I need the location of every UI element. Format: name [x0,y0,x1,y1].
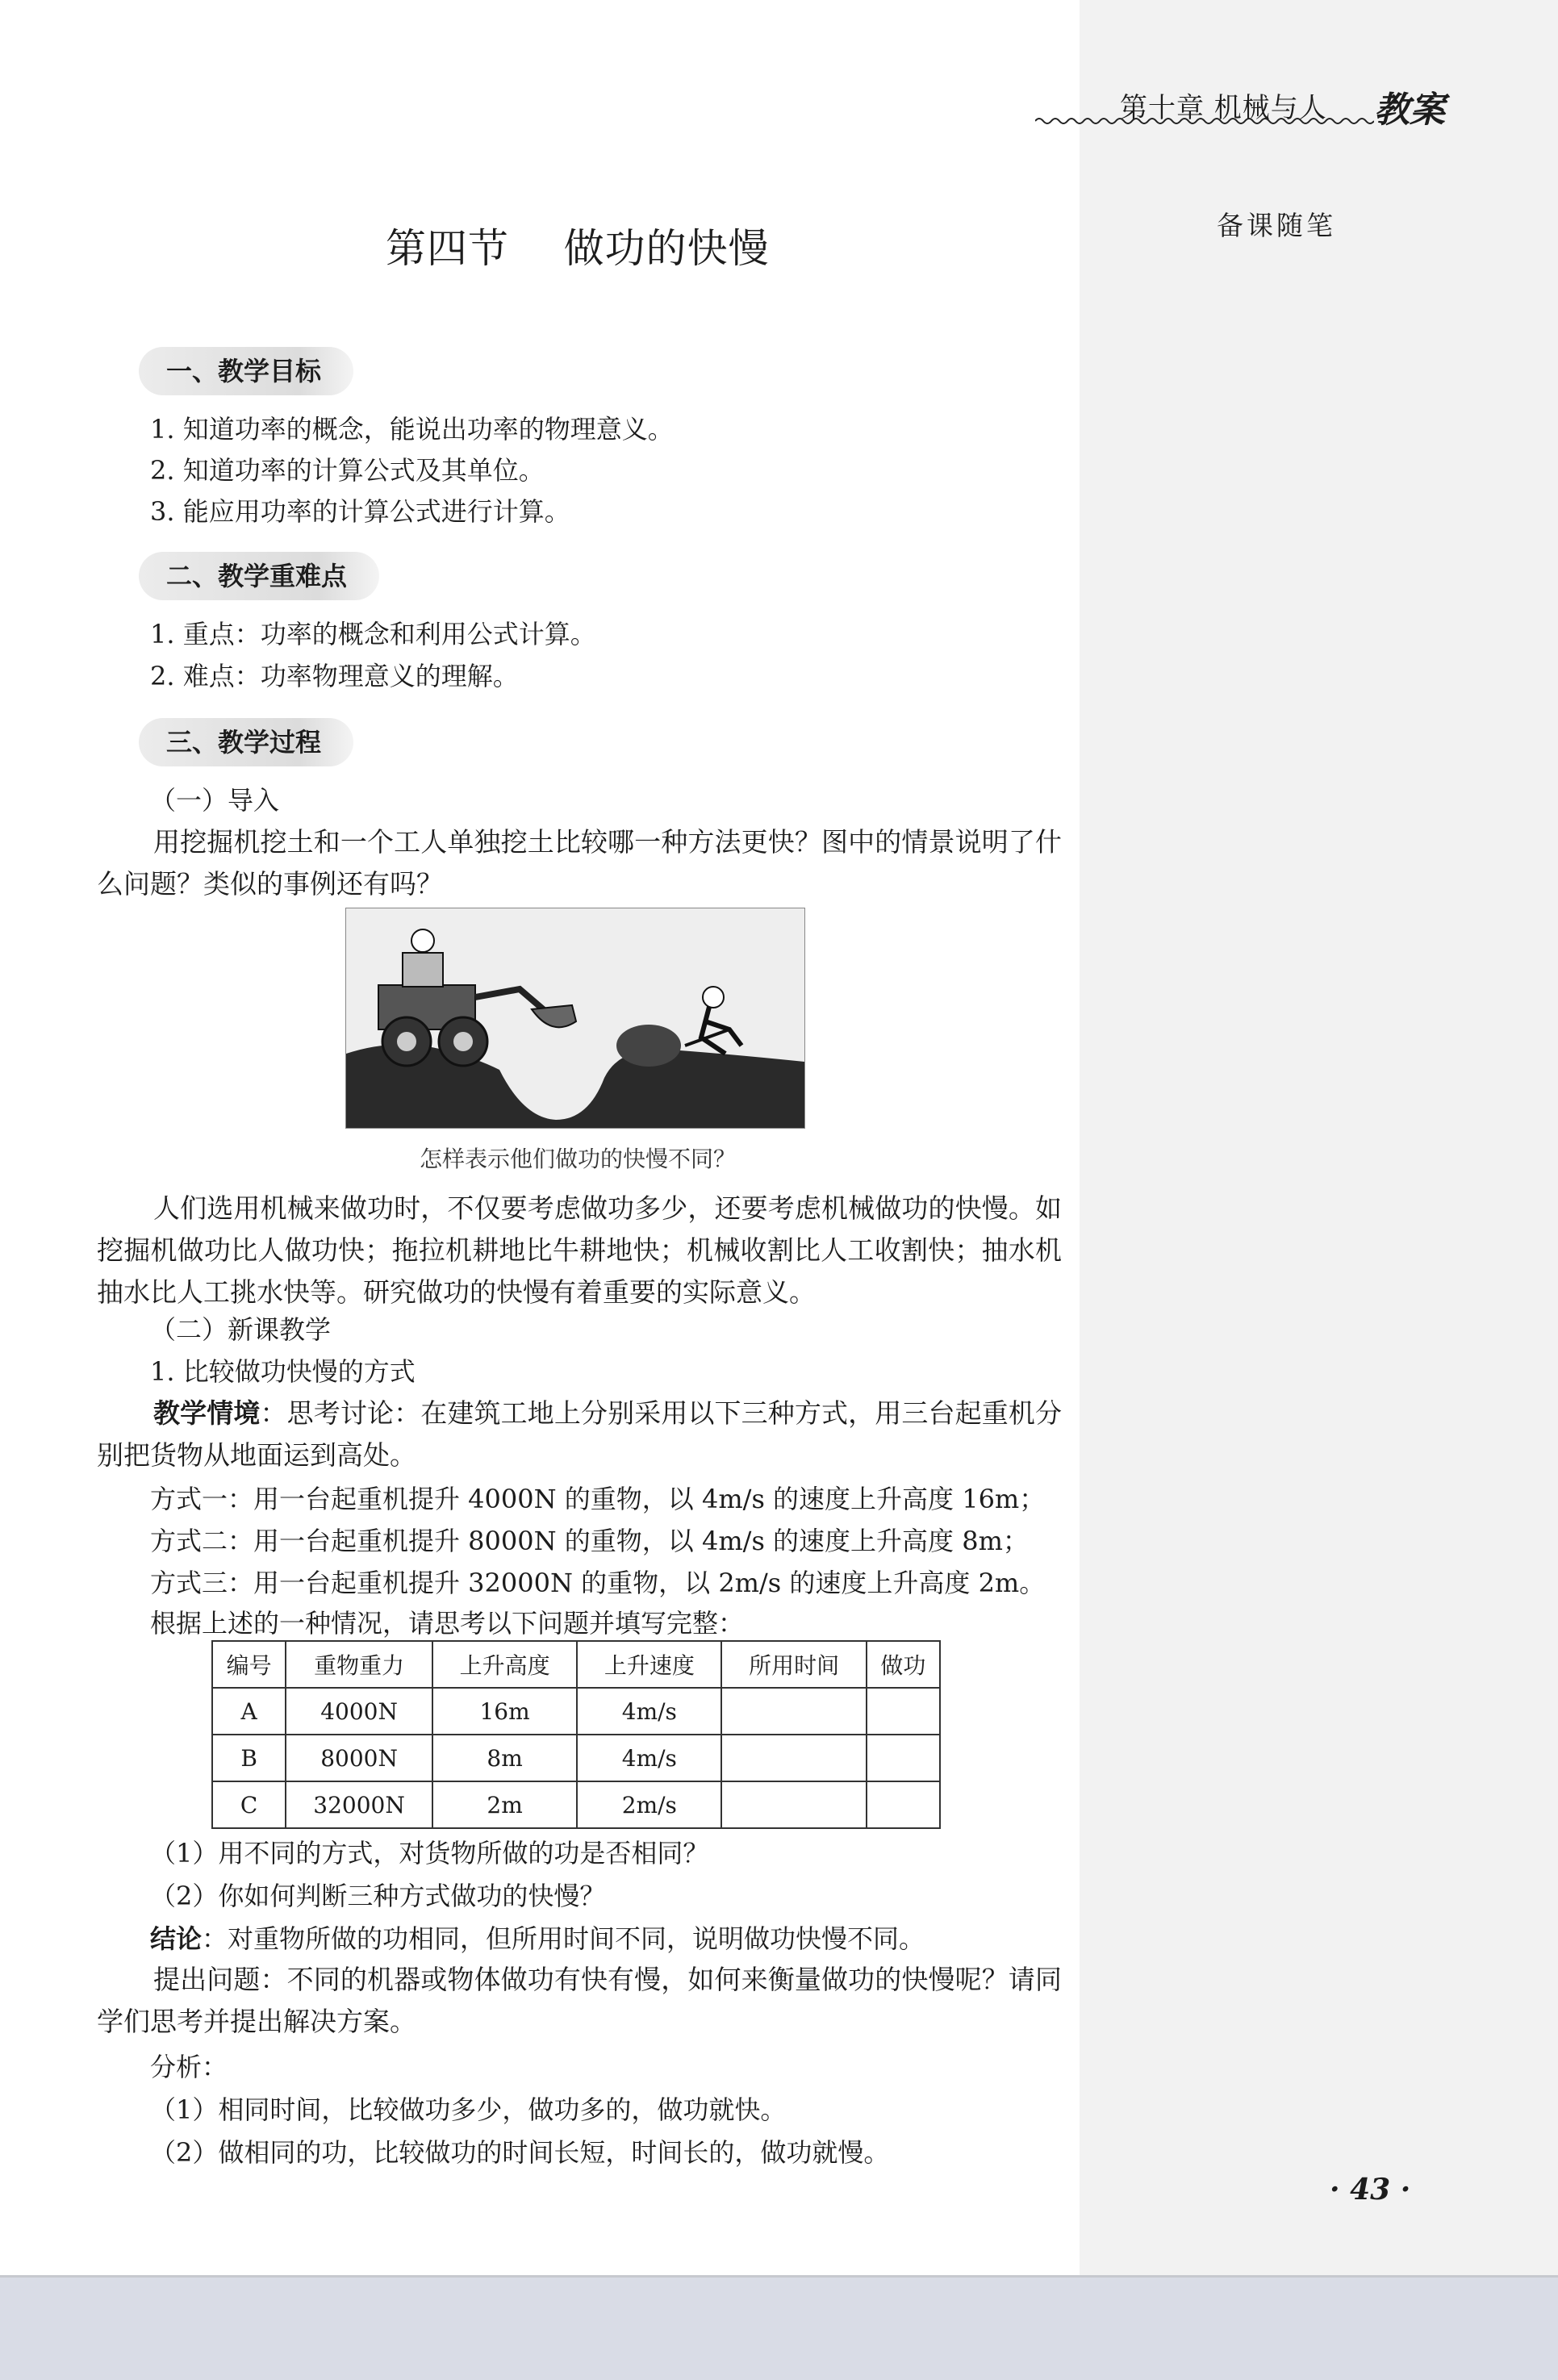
table-header-cell: 重物重力 [286,1641,432,1688]
table-header-cell: 做功 [867,1641,940,1688]
way-three: 方式三：用一台起重机提升 32000N 的重物，以 2m/s 的速度上升高度 2m。 [150,1568,1046,1598]
table-header-cell: 上升速度 [577,1641,721,1688]
table-cell [867,1735,940,1781]
table-row [212,1688,940,1735]
goal-item: 2. 知道功率的计算公式及其单位。 [150,455,545,486]
section-heading-process: 三、教学过程 [139,718,353,766]
figure-caption: 怎样表示他们做功的快慢不同？ [420,1146,737,1172]
table-cell: B [212,1735,286,1781]
section-heading-key-points: 二、教学重难点 [139,552,379,600]
page-number: · 43 · [1330,2173,1411,2207]
table-cell: 32000N [286,1781,432,1828]
table-header-row [212,1641,940,1688]
table-cell: 4m/s [577,1688,721,1735]
analysis-point: （1）相同时间，比较做功多少，做功多的，做功就快。 [150,2094,787,2125]
brand-label: 教案 [1374,90,1445,131]
conclusion-line [150,1923,925,1955]
way-one: 方式一：用一台起重机提升 4000N 的重物，以 4m/s 的速度上升高度 16m； [150,1484,1046,1514]
notes-margin [1080,0,1558,2275]
conclusion-lead: 结论 [150,1923,203,1954]
section-heading-goals: 一、教学目标 [139,347,353,395]
new-lesson-label: （二）新课教学 [150,1314,332,1345]
excavator-vs-worker-illustration [345,908,805,1129]
key-point-item: 2. 难点：功率物理意义的理解。 [150,661,519,691]
table-cell: A [212,1688,286,1735]
question-two: （2）你如何判断三种方式做功的快慢？ [150,1881,606,1911]
wavy-underline [1035,116,1374,126]
table-cell: 8m [432,1735,577,1781]
table-header-cell: 上升高度 [432,1641,577,1688]
scenario-paragraph [97,1393,1062,1476]
table-cell: 4m/s [577,1735,721,1781]
crane-data-table [211,1640,941,1829]
page-title: 第四节 做功的快慢 [386,225,770,272]
table-cell: C [212,1781,286,1828]
side-note-label: 备课随笔 [1217,210,1336,241]
analysis-label: 分析： [150,2052,228,2082]
table-cell [867,1688,940,1735]
table-cell: 4000N [286,1688,432,1735]
scan-bottom-edge [0,2275,1558,2380]
analysis-point: （2）做相同的功，比较做功的时间长短，时间长的，做功就慢。 [150,2137,890,2168]
subheading-compare-methods: 1. 比较做功快慢的方式 [150,1356,416,1387]
running-header [1035,81,1455,129]
way-two: 方式二：用一台起重机提升 8000N 的重物，以 4m/s 的速度上升高度 8m； [150,1526,1029,1556]
table-cell: 2m [432,1781,577,1828]
table-cell [721,1688,866,1735]
table-header-cell: 编号 [212,1641,286,1688]
table-header-cell: 所用时间 [721,1641,866,1688]
table-row [212,1735,940,1781]
table-cell: 8000N [286,1735,432,1781]
scenario-lead: 教学情境 [153,1397,261,1429]
paragraph-machine-work: 人们选用机械来做功时，不仅要考虑做功多少，还要考虑机械做功的快慢。如挖掘机做功比人做功快；拖拉机耕地比牛耕地快；机械收割比人工收割快；抽水机抽水比人工挑水快等。研究做功的快慢有着重要的实际意义。 [97,1192,1062,1308]
goal-item: 1. 知道功率的概念，能说出功率的物理意义。 [150,414,674,445]
intro-paragraph: 用挖掘机挖土和一个工人单独挖土比较哪一种方法更快？图中的情景说明了什么问题？类似的事例还有吗？ [97,826,1062,900]
conclusion-text: ：对重物所做的功相同，但所用时间不同，说明做功快慢不同。 [202,1923,925,1954]
scenario-text: ：思考讨论：在建筑工地上分别采用以下三种方式，用三台起重机分别把货物从地面运到高处。 [97,1397,1063,1471]
table-cell [721,1735,866,1781]
goal-item: 3. 能应用功率的计算公式进行计算。 [150,496,570,527]
table-cell [721,1781,866,1828]
question-one: （1）用不同的方式，对货物所做的功是否相同？ [150,1838,709,1869]
table-prompt: 根据上述的一种情况，请思考以下问题并填写完整： [150,1608,745,1639]
table-cell: 16m [432,1688,577,1735]
intro-label: （一）导入 [150,785,280,816]
table-cell: 2m/s [577,1781,721,1828]
question-paragraph: 提出问题：不同的机器或物体做功有快有慢，如何来衡量做功的快慢呢？请同学们思考并提出解决方案。 [97,1964,1062,2037]
table-row [212,1781,940,1828]
table-cell [867,1781,940,1828]
chapter-title: 第十章 机械与人 [1120,92,1327,124]
key-point-item: 1. 重点：功率的概念和利用公式计算。 [150,619,596,649]
